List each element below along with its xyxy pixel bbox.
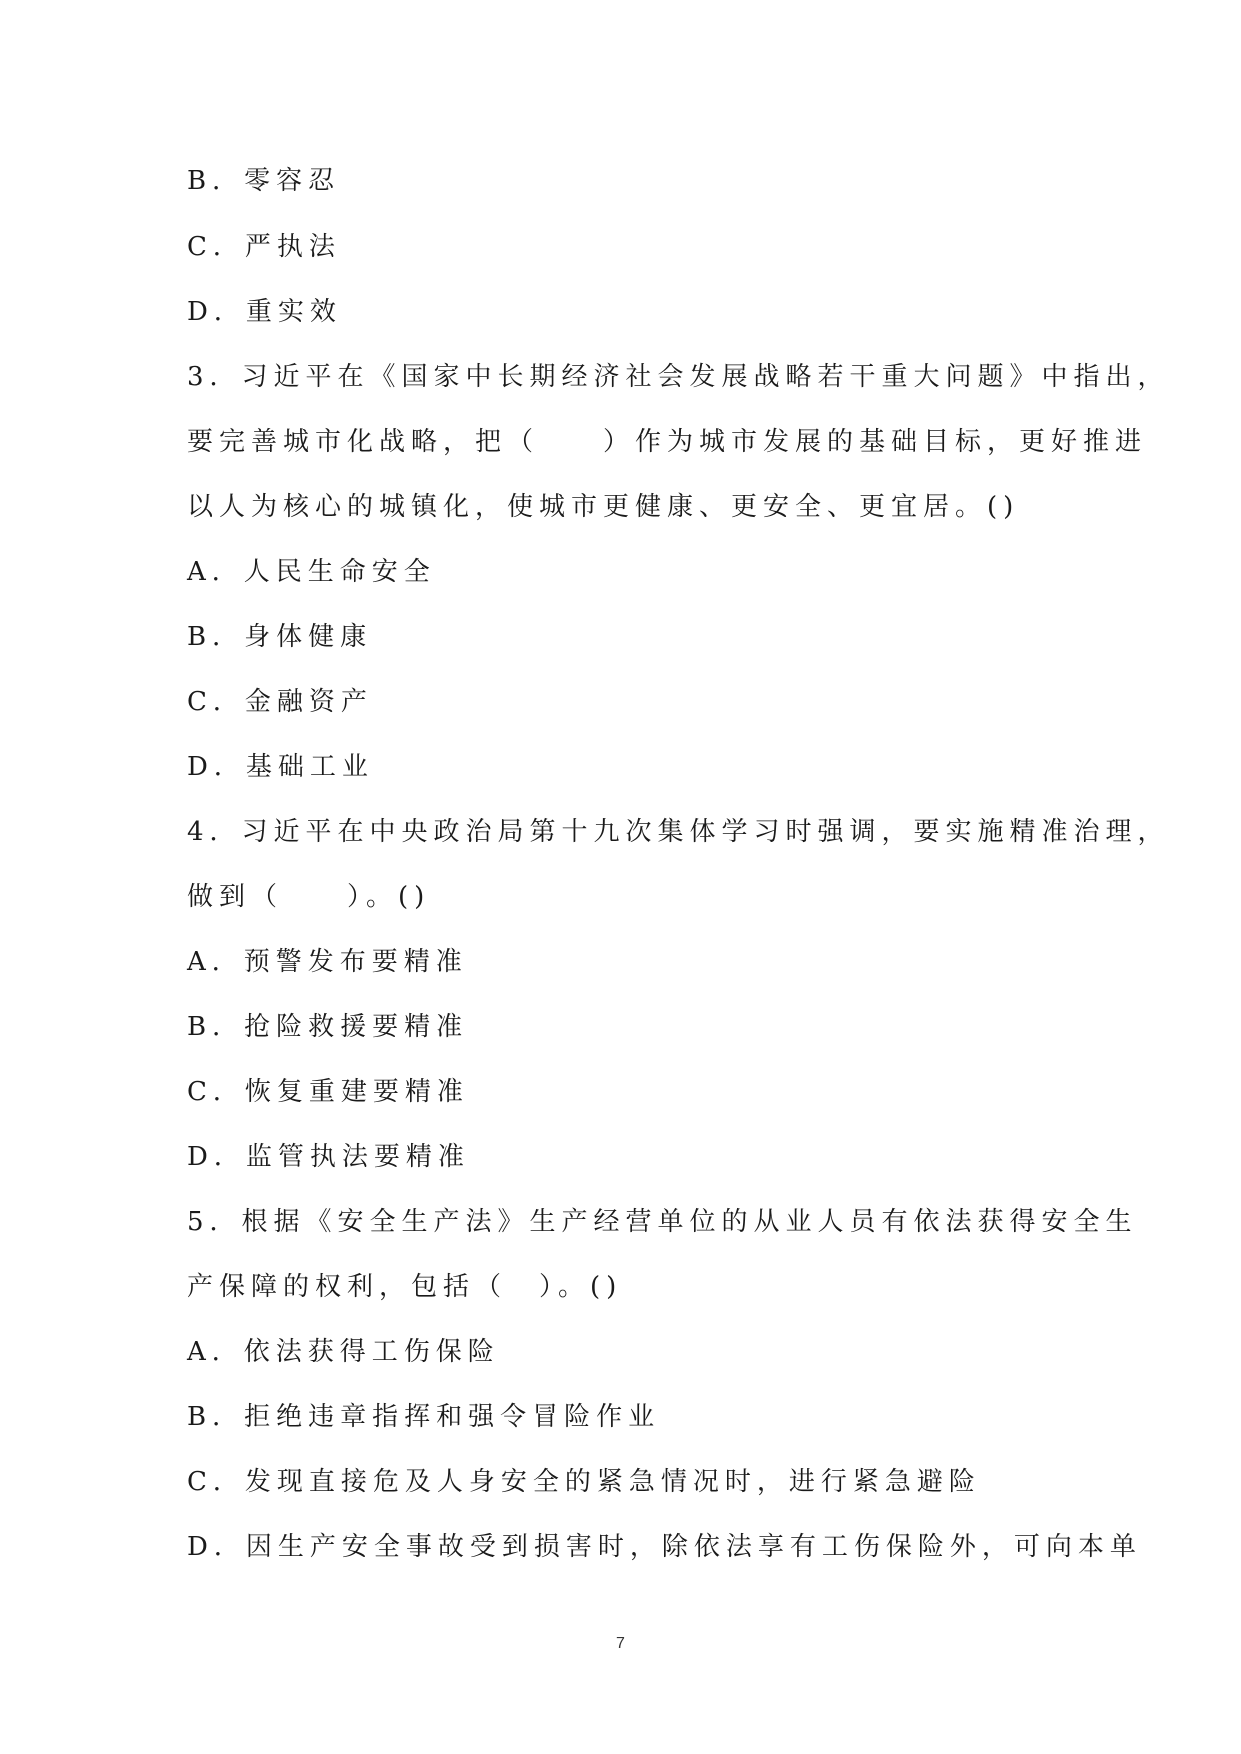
option-b-q5: B．拒绝违章指挥和强令冒险作业 bbox=[187, 1402, 661, 1432]
option-b-q4: B．抢险救援要精准 bbox=[187, 1012, 469, 1042]
option-a-q3: A．人民生命安全 bbox=[187, 557, 436, 587]
option-a-q4: A．预警发布要精准 bbox=[187, 947, 468, 977]
page-number: 7 bbox=[616, 1635, 625, 1652]
option-d-q4: D．监管执法要精准 bbox=[187, 1142, 470, 1172]
question-4-line-1: 4．习近平在中央政治局第十九次集体学习时强调，要实施精准治理， bbox=[187, 817, 1170, 847]
option-d-q3: D．基础工业 bbox=[187, 752, 374, 782]
option-d-q2: D．重实效 bbox=[187, 297, 342, 327]
question-3-line-2: 要完善城市化战略，把（ ）作为城市发展的基础目标，更好推进 bbox=[187, 427, 1148, 457]
option-b-q3: B．身体健康 bbox=[187, 622, 373, 652]
option-c-q2: C．严执法 bbox=[187, 232, 341, 262]
option-c-q5: C．发现直接危及人身安全的紧急情况时，进行紧急避险 bbox=[187, 1467, 981, 1497]
option-d-q5: D．因生产安全事故受到损害时，除依法享有工伤保险外，可向本单 bbox=[187, 1532, 1142, 1562]
option-b-q2: B．零容忍 bbox=[187, 166, 341, 196]
option-c-q4: C．恢复重建要精准 bbox=[187, 1077, 469, 1107]
question-3-line-1: 3．习近平在《国家中长期经济社会发展战略若干重大问题》中指出， bbox=[187, 362, 1170, 392]
option-a-q5: A．依法获得工伤保险 bbox=[187, 1337, 500, 1367]
question-4-line-2: 做到（ ）。() bbox=[187, 882, 431, 912]
question-3-line-3: 以人为核心的城镇化，使城市更健康、更安全、更宜居。() bbox=[187, 492, 1020, 522]
option-c-q3: C．金融资产 bbox=[187, 687, 373, 717]
question-5-line-2: 产保障的权利，包括（ ）。() bbox=[187, 1272, 623, 1302]
question-5-line-1: 5．根据《安全生产法》生产经营单位的从业人员有依法获得安全生 bbox=[187, 1207, 1138, 1237]
